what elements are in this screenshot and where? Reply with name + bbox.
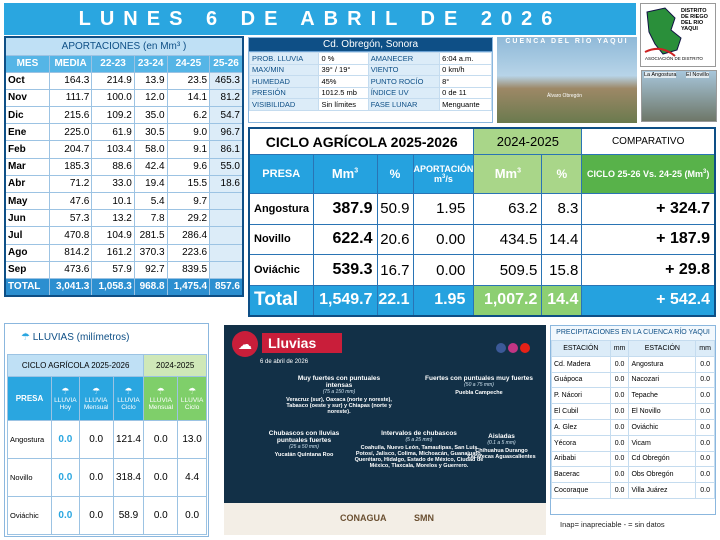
aport-col-4: 24-25	[167, 55, 210, 72]
weather-cell: 0 de 11	[440, 87, 492, 99]
cuenca-photo	[497, 37, 637, 123]
ciclo-cell: 20.6	[377, 224, 413, 255]
weather-cell: 0 %	[319, 53, 368, 65]
aport-cell: 470.8	[49, 227, 92, 244]
aport-cell: 9.7	[167, 193, 210, 210]
aport-total-cell: 3,041.3	[49, 278, 92, 295]
cloud-rain-icon: ☁	[232, 331, 258, 357]
total-mm3: 1,549.7	[313, 285, 377, 316]
precip-row	[552, 483, 715, 499]
precip-cell: Cd. Madera	[552, 356, 611, 372]
lluvias-cell: 0.0	[79, 497, 113, 535]
weather-cell: AMANECER	[368, 53, 439, 65]
lluvias-col: ☂ LLUVIA Mensual	[144, 377, 178, 421]
forecast-block-range: (5 a 25 mm)	[405, 437, 433, 443]
lluvias-cell: 318.4	[113, 459, 144, 497]
ciclo-cell: 434.5	[474, 224, 542, 255]
ciclo-prev-title: 2024-2025	[474, 128, 582, 155]
lluvias-ciclo: CICLO AGRÍCOLA 2025-2026	[8, 355, 144, 377]
precip-cell: P. Nácori	[552, 388, 611, 404]
lluvias-table	[7, 354, 207, 535]
ciclo-cell: + 29.8	[582, 255, 715, 286]
logo-caption: ASOCIACIÓN DE DISTRITO	[645, 56, 703, 61]
aport-cell: Jun	[5, 210, 49, 227]
aport-cell: 225.0	[49, 124, 92, 141]
aport-cell: 71.2	[49, 175, 92, 192]
lluvias-cell: 0.0	[178, 497, 207, 535]
aport-cell: 57.3	[49, 210, 92, 227]
ciclo-cell: 16.7	[377, 255, 413, 286]
precip-cell: Yécora	[552, 435, 611, 451]
lluvias-cell: 0.0	[52, 459, 80, 497]
precip-cell: Obs Obregón	[629, 467, 696, 483]
precip-cell: Oviáchic	[629, 419, 696, 435]
precip-cell: El Novillo	[629, 404, 696, 420]
ciclo-cell: Angostura	[249, 193, 313, 224]
lluvias-cell: 0.0	[52, 497, 80, 535]
aport-cell: 473.6	[49, 261, 92, 278]
col-pct: %	[377, 155, 413, 194]
ciclo-title: CICLO AGRÍCOLA 2025-2026	[249, 128, 474, 155]
aport-row	[5, 89, 243, 106]
aport-cell: 88.6	[92, 158, 135, 175]
col-mm3: Mm$^3$	[313, 155, 377, 194]
aport-cell: Mar	[5, 158, 49, 175]
aport-row	[5, 141, 243, 158]
forecast-block-regions: Yucatán Quintana Roo	[274, 452, 334, 458]
aport-col-1: MEDIA	[49, 55, 92, 72]
ciclo-cell: 387.9	[313, 193, 377, 224]
cuenca-title: CUENCA DEL RÍO YAQUI	[505, 38, 629, 45]
aport-row	[5, 244, 243, 261]
forecast-block-regions: Coahuila, Nuevo León, Tamaulipas, San Luis Potosí, Jalisco, Colima, Michoacán, Guanajuato, Querétaro, Hidalgo, Estado de México, Ciudad de México, Tlaxcala, Morelos y Guerrero.	[354, 445, 484, 469]
facebook-icon[interactable]	[496, 343, 506, 353]
col-mm3-prev: Mm$^3$	[474, 155, 542, 194]
page-title: LUNES 6 DE ABRIL DE 2026	[4, 3, 636, 35]
aport-cell: Dic	[5, 107, 49, 124]
precip-row	[552, 388, 715, 404]
col-presa: PRESA	[249, 155, 313, 194]
aport-cell: 281.5	[134, 227, 167, 244]
forecast-block-title: Fuertes con puntuales muy fuertes	[425, 375, 533, 382]
precip-row	[552, 467, 715, 483]
lluvias-prev: 2024-2025	[144, 355, 207, 377]
aport-row	[5, 72, 243, 89]
forecast-block-range: (25 a 50 mm)	[289, 444, 319, 450]
aport-cell: 109.2	[92, 107, 135, 124]
lluvias-cell: 0.0	[144, 497, 178, 535]
weather-row	[250, 64, 492, 76]
precip-cell: Villa Juárez	[629, 483, 696, 499]
aport-total-cell: 857.6	[210, 278, 243, 295]
lluvias-cell: 121.4	[113, 421, 144, 459]
precip-cell: El Cubil	[552, 404, 611, 420]
aport-total-cell: 1,058.3	[92, 278, 135, 295]
precip-cell: 0.0	[696, 372, 715, 388]
aport-col-0: MES	[5, 55, 49, 72]
weather-cell: Sin límites	[319, 99, 368, 111]
aport-cell: Sep	[5, 261, 49, 278]
youtube-icon[interactable]	[520, 343, 530, 353]
aport-cell: 92.7	[134, 261, 167, 278]
aport-col-3: 23-24	[134, 55, 167, 72]
lluvias-cell: 0.0	[79, 421, 113, 459]
weather-cell: 45%	[319, 76, 368, 88]
lluvias-cell: 0.0	[52, 421, 80, 459]
precip-cell: 0.0	[696, 388, 715, 404]
ciclo-cell: 509.5	[474, 255, 542, 286]
precip-cell: Cocoraque	[552, 483, 611, 499]
ciclo-row	[249, 224, 715, 255]
precip-cell: 0.0	[696, 419, 715, 435]
aport-cell: 23.5	[167, 72, 210, 89]
comparativo-title: COMPARATIVO	[582, 128, 715, 155]
aport-cell: 13.2	[92, 210, 135, 227]
aport-cell: May	[5, 193, 49, 210]
lluvias-col: ☂ LLUVIA Ciclo	[178, 377, 207, 421]
weather-cell: VIENTO	[368, 64, 439, 76]
forecast-block	[284, 375, 394, 415]
forecast-block-title: Muy fuertes con puntuales intensas	[297, 375, 381, 389]
forecast-block-title: Intervalos de chubascos	[381, 430, 457, 437]
aport-total-cell: 968.8	[134, 278, 167, 295]
precip-row	[552, 404, 715, 420]
precip-cell: Cd Obregón	[629, 451, 696, 467]
aport-cell: 7.8	[134, 210, 167, 227]
aport-cell: Oct	[5, 72, 49, 89]
ciclo-cell: 8.3	[542, 193, 582, 224]
aport-cell: 9.0	[167, 124, 210, 141]
forecast-block-title: Aisladas	[488, 433, 515, 440]
aport-cell: 29.2	[167, 210, 210, 227]
col-pct-prev: %	[542, 155, 582, 194]
ciclo-cell: + 324.7	[582, 193, 715, 224]
ciclo-cell: Novillo	[249, 224, 313, 255]
weather-cell: FASE LUNAR	[368, 99, 439, 111]
forecast-block	[464, 433, 539, 460]
aport-row	[5, 227, 243, 244]
precip-cell: 0.0	[696, 467, 715, 483]
aport-row	[5, 158, 243, 175]
precip-cell: Aribabi	[552, 451, 611, 467]
smn-date: 6 de abril de 2026	[260, 359, 309, 365]
lluvias-cell: 13.0	[178, 421, 207, 459]
weather-row	[250, 99, 492, 111]
aport-total-row	[5, 278, 243, 295]
weather-row	[250, 87, 492, 99]
aport-row	[5, 261, 243, 278]
precip-col: ESTACIÓN	[629, 341, 696, 357]
aport-cell: 161.2	[92, 244, 135, 261]
weather-cell: PROB. LLUVIA	[250, 53, 319, 65]
lluvias-col: ☂ LLUVIA Ciclo	[113, 377, 144, 421]
smn-footer	[224, 503, 546, 535]
total-mm3-prev: 1,007.2	[474, 285, 542, 316]
precip-cell: Vicam	[629, 435, 696, 451]
ciclo-cell: 0.00	[413, 224, 474, 255]
precip-cell: Guápoca	[552, 372, 611, 388]
aportaciones-table	[4, 36, 244, 297]
weather-city: Cd. Obregón, Sonora	[249, 38, 492, 52]
aport-cell: 55.0	[210, 158, 243, 175]
aport-cell: 5.4	[134, 193, 167, 210]
aport-cell: 100.0	[92, 89, 135, 106]
aport-cell: Nov	[5, 89, 49, 106]
aport-cell: 86.1	[210, 141, 243, 158]
weather-cell: HUMEDAD	[250, 76, 319, 88]
precip-cell: 0.0	[610, 435, 629, 451]
aport-cell: 12.0	[134, 89, 167, 106]
precip-row	[552, 356, 715, 372]
precip-cell: 0.0	[696, 435, 715, 451]
aport-cell: 104.9	[92, 227, 135, 244]
precip-cell: 0.0	[610, 388, 629, 404]
smn-logo: SMN	[414, 513, 434, 523]
aport-cell	[210, 244, 243, 261]
total-pct-prev: 14.4	[542, 285, 582, 316]
aport-cell: 96.7	[210, 124, 243, 141]
precip-cell: Nacozari	[629, 372, 696, 388]
weather-cell: Menguante	[440, 99, 492, 111]
aport-row	[5, 124, 243, 141]
precipitaciones-panel	[550, 325, 716, 515]
ciclo-cell: Oviáchic	[249, 255, 313, 286]
weather-cell: PUNTO ROCÍO	[368, 76, 439, 88]
precip-cell: 0.0	[610, 451, 629, 467]
smn-forecast-card	[224, 325, 546, 535]
precip-cell: 0.0	[610, 404, 629, 420]
aport-cell: Ago	[5, 244, 49, 261]
weather-row	[250, 76, 492, 88]
aport-cell: Ene	[5, 124, 49, 141]
lluvias-cell: 0.0	[144, 421, 178, 459]
aport-row	[5, 193, 243, 210]
aport-cell: Jul	[5, 227, 49, 244]
lluvias-col-presa: PRESA	[8, 377, 52, 421]
lluvias-panel	[4, 323, 209, 537]
aport-cell: 214.9	[92, 72, 135, 89]
ciclo-row	[249, 193, 715, 224]
forecast-block	[254, 430, 354, 458]
aport-cell: 286.4	[167, 227, 210, 244]
precip-row	[552, 372, 715, 388]
aport-cell: 47.6	[49, 193, 92, 210]
smn-title: Lluvias	[262, 333, 342, 353]
aport-cell: 30.5	[134, 124, 167, 141]
lluvias-cell: 58.9	[113, 497, 144, 535]
ciclo-agricola-table	[248, 127, 716, 317]
precip-row	[552, 435, 715, 451]
ciclo-row	[249, 255, 715, 286]
aport-cell: 42.4	[134, 158, 167, 175]
aport-cell: 370.3	[134, 244, 167, 261]
aport-cell: 54.7	[210, 107, 243, 124]
aport-cell: 185.3	[49, 158, 92, 175]
lluvias-cell: 0.0	[144, 459, 178, 497]
aport-cell: 33.0	[92, 175, 135, 192]
aport-cell: 10.1	[92, 193, 135, 210]
lluvias-row	[8, 421, 207, 459]
aport-col-2: 22-23	[92, 55, 135, 72]
aportaciones-title: APORTACIONES (en Mm³ )	[5, 37, 243, 55]
weather-cell: 6:04 a.m.	[440, 53, 492, 65]
forecast-block-range: (0.1 a 5 mm)	[487, 440, 516, 446]
forecast-block-regions: Chihuahua Durango Zacatecas Aguascalientes	[467, 448, 536, 460]
aport-cell: 14.1	[167, 89, 210, 106]
lluvias-row	[8, 497, 207, 535]
total-label: Total	[249, 285, 313, 316]
aport-total-cell: 1,475.4	[167, 278, 210, 295]
precip-cell: 0.0	[610, 419, 629, 435]
aport-cell	[210, 210, 243, 227]
aport-cell: 223.6	[167, 244, 210, 261]
aport-row	[5, 210, 243, 227]
weather-cell: 0 km/h	[440, 64, 492, 76]
legend-note: Inap= inapreciable - = sin datos	[560, 520, 665, 529]
aport-total-cell: TOTAL	[5, 278, 49, 295]
weather-cell: ÍNDICE UV	[368, 87, 439, 99]
precip-row	[552, 451, 715, 467]
aport-row	[5, 175, 243, 192]
cuenca-photo-caption: Álvaro Obregón	[547, 93, 583, 99]
precip-col: ESTACIÓN	[552, 341, 611, 357]
weather-panel	[248, 37, 493, 123]
weather-row	[250, 53, 492, 65]
ciclo-cell: 0.00	[413, 255, 474, 286]
weather-cell: MAX/MIN	[250, 64, 319, 76]
precip-table	[551, 340, 715, 499]
rain-icon: ☂	[21, 332, 30, 343]
precip-cell: A. Glez	[552, 419, 611, 435]
precip-cell: 0.0	[610, 467, 629, 483]
lluvias-cell: Oviáchic	[8, 497, 52, 535]
forecast-block	[424, 375, 534, 396]
aport-cell: 19.4	[134, 175, 167, 192]
aport-cell: 204.7	[49, 141, 92, 158]
dam-label-novillo: El Novillo	[686, 72, 709, 78]
aport-cell: 9.6	[167, 158, 210, 175]
aport-cell: 6.2	[167, 107, 210, 124]
precip-cell: 0.0	[696, 404, 715, 420]
lluvias-cell: Novillo	[8, 459, 52, 497]
weather-cell: VISIBILIDAD	[250, 99, 319, 111]
ciclo-total-row	[249, 285, 715, 316]
aport-cell	[210, 227, 243, 244]
logo-text: DISTRITO DE RIEGO DEL RIO YAQUI	[681, 8, 708, 32]
aport-cell	[210, 193, 243, 210]
ciclo-cell: 63.2	[474, 193, 542, 224]
precip-cell: 0.0	[696, 451, 715, 467]
weather-cell: 39° / 19°	[319, 64, 368, 76]
weather-cell: 8°	[440, 76, 492, 88]
conagua-logo: CONAGUA	[340, 513, 387, 523]
precip-cell: Tepache	[629, 388, 696, 404]
precip-cell: 0.0	[696, 356, 715, 372]
aport-cell: 13.9	[134, 72, 167, 89]
lluvias-col: ☂ LLUVIA Hoy	[52, 377, 80, 421]
forecast-block-range: (75 a 150 mm)	[322, 389, 356, 395]
forecast-block-regions: Veracruz (sur), Oaxaca (norte y noreste), Tabasco (oeste y sur) y Chiapas (norte y noreste).	[286, 397, 392, 415]
district-logo	[640, 3, 716, 67]
precip-row	[552, 419, 715, 435]
forecast-block-regions: Puebla Campeche	[455, 390, 503, 396]
precip-col: mm	[610, 341, 629, 357]
aport-col-5: 25-26	[210, 55, 243, 72]
aport-cell: 164.3	[49, 72, 92, 89]
aport-cell: 57.9	[92, 261, 135, 278]
precip-cell: 0.0	[610, 356, 629, 372]
aport-cell: 9.1	[167, 141, 210, 158]
aport-cell: Feb	[5, 141, 49, 158]
lluvias-cell: Angostura	[8, 421, 52, 459]
lluvias-cell: 4.4	[178, 459, 207, 497]
instagram-icon[interactable]	[508, 343, 518, 353]
aport-cell: 58.0	[134, 141, 167, 158]
aport-cell: 35.0	[134, 107, 167, 124]
lluvias-title: ☂ LLUVIAS (milímetros)	[21, 332, 130, 343]
precip-cell: 0.0	[610, 483, 629, 499]
precip-cell: Bacerac	[552, 467, 611, 483]
ciclo-cell: + 187.9	[582, 224, 715, 255]
aport-cell: 111.7	[49, 89, 92, 106]
aport-cell	[210, 261, 243, 278]
col-aportacion: APORTACIÓN $m^3/s$	[413, 155, 474, 194]
weather-cell: PRESIÓN	[250, 87, 319, 99]
aport-cell: 814.2	[49, 244, 92, 261]
aport-cell: 103.4	[92, 141, 135, 158]
precip-col: mm	[696, 341, 715, 357]
ciclo-cell: 15.8	[542, 255, 582, 286]
aport-cell: 839.5	[167, 261, 210, 278]
col-comparativo: CICLO 25-26 Vs. 24-25 (Mm$^3$)	[582, 155, 715, 194]
ciclo-cell: 1.95	[413, 193, 474, 224]
ciclo-cell: 539.3	[313, 255, 377, 286]
total-comp: + 542.4	[582, 285, 715, 316]
lluvias-row	[8, 459, 207, 497]
aport-cell: 61.9	[92, 124, 135, 141]
aport-cell: Abr	[5, 175, 49, 192]
dam-label-angostura: La Angostura	[644, 72, 677, 78]
total-aport: 1.95	[413, 285, 474, 316]
forecast-block-title: Chubascos con lluvias puntuales fuertes	[268, 430, 340, 444]
precip-cell: 0.0	[610, 372, 629, 388]
ciclo-cell: 50.9	[377, 193, 413, 224]
social-icons	[496, 343, 530, 353]
weather-cell: 1012.5 mb	[319, 87, 368, 99]
aport-row	[5, 107, 243, 124]
ciclo-cell: 622.4	[313, 224, 377, 255]
lluvias-col: ☂ LLUVIA Mensual	[79, 377, 113, 421]
precip-cell: Angostura	[629, 356, 696, 372]
total-pct: 22.1	[377, 285, 413, 316]
lluvias-cell: 0.0	[79, 459, 113, 497]
aport-cell: 81.2	[210, 89, 243, 106]
forecast-block-range: (50 a 75 mm)	[464, 382, 494, 388]
aport-cell: 15.5	[167, 175, 210, 192]
precip-title: PRECIPITACIONES EN LA CUENCA RÍO YAQUI	[551, 326, 715, 340]
dam-photo	[641, 70, 717, 122]
aport-cell: 18.6	[210, 175, 243, 192]
aport-cell: 465.3	[210, 72, 243, 89]
precip-cell: 0.0	[696, 483, 715, 499]
aport-cell: 215.6	[49, 107, 92, 124]
ciclo-cell: 14.4	[542, 224, 582, 255]
